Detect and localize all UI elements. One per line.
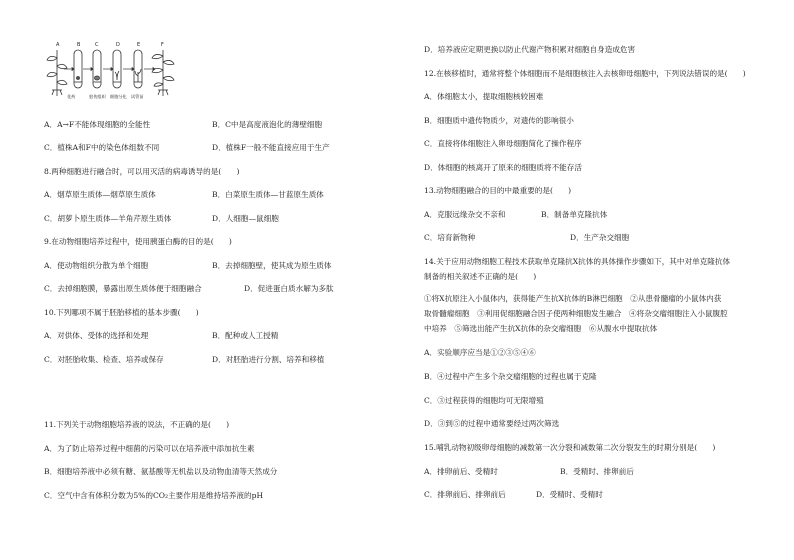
- q14-stem-line2: 制备的相关叙述不正确的是( ): [424, 272, 537, 281]
- q8-stem: 8.两种细胞进行融合时，可以用灭活的病毒诱导的是( ): [44, 167, 240, 176]
- q8-option-a: A．烟草原生质体—烟草原生质体: [44, 190, 156, 199]
- plant-f-icon: [152, 50, 174, 96]
- q14-option-d: D．③到⑤的过程中通常要经过两次筛选: [424, 419, 560, 428]
- q11-option-a: A．为了防止培养过程中细菌的污染可以在培养液中添加抗生素: [44, 444, 255, 453]
- q7-option-d: D．植株F一般不能直接应用于生产: [212, 143, 330, 152]
- q9-option-d: D．促进蛋白质水解为多肽: [244, 284, 334, 293]
- q10-option-b: B．配种或人工授精: [212, 331, 279, 340]
- q15-option-c: C．排卵前后、排卵前后: [424, 490, 506, 499]
- q10-stem: 10.下列哪项不属于胚胎移植的基本步骤( ): [44, 308, 199, 317]
- q13-option-a: A．克服远缘杂交不亲和: [424, 210, 506, 219]
- q10-option-a: A．对供体、受体的选择和处理: [44, 331, 149, 340]
- q9-option-c: C．去掉细胞膜，暴露出原生质体便于细胞融合: [44, 284, 202, 293]
- q8-option-d: D．人细胞—鼠细胞: [212, 214, 279, 223]
- q12-option-c: C．直接将体细胞注入卵母细胞简化了操作程序: [424, 139, 582, 148]
- q13-option-b: B．制备单克隆抗体: [541, 210, 608, 219]
- q14-option-c: C．③过程获得的细胞均可无限增殖: [424, 396, 544, 405]
- q9-option-a: A．使动物组织分散为单个细胞: [44, 261, 149, 270]
- q10-option-d: D．对胚胎进行分割、培养和移植: [212, 355, 325, 364]
- stage-label-a: A: [56, 42, 60, 48]
- q13-option-c: C．培育新物种: [424, 233, 476, 242]
- caption-callus: 愈伤组织: [89, 94, 106, 99]
- caption-differentiation: 细胞分化: [110, 94, 127, 99]
- q9-stem: 9.在动物细胞培养过程中，使用胰蛋白酶的目的是( ): [44, 237, 232, 246]
- stage-label-c: C: [95, 42, 99, 48]
- q12-option-a: A．体细胞太小，提取细胞核较困难: [424, 92, 544, 101]
- q11-option-d: D．培养液应定期更换以防止代谢产物积累对细胞自身造成危害: [424, 45, 636, 54]
- q15-option-d: D．受精时、受精时: [536, 490, 603, 499]
- q14-option-b: B．④过程中产生多个杂交瘤细胞的过程也属于克隆: [424, 372, 597, 381]
- caption-anther: 花药: [67, 94, 76, 99]
- q15-option-b: B．受精时、排卵前后: [560, 467, 634, 476]
- q11-option-b: B．细胞培养液中必须有糖、氨基酸等无机盐以及动物血清等天然成分: [44, 467, 278, 476]
- caption-tube-seedling: 试管苗: [131, 94, 144, 99]
- q7-option-b: B．C中是高度液泡化的薄壁细胞: [212, 120, 323, 129]
- stage-label-d: D: [116, 42, 120, 48]
- q8-option-b: B．白菜原生质体—甘蓝原生质体: [212, 190, 324, 199]
- q13-option-d: D．生产杂交细胞: [570, 233, 630, 242]
- q7-option-a: A．A→F不能体现细胞的全能性: [44, 120, 151, 129]
- q15-stem: 15.哺乳动物初级卵母细胞的减数第一次分裂和减数第二次分裂发生的时期分别是( ): [424, 443, 716, 452]
- q9-option-b: B．去掉细胞壁，使其成为原生质体: [212, 261, 332, 270]
- q13-stem: 13.动物细胞融合的目的中最重要的是( ): [424, 186, 572, 195]
- q7-option-c: C．植株A和F中的染色体组数不同: [44, 143, 160, 152]
- tissue-culture-figure: [40, 40, 190, 102]
- stage-label-f: F: [161, 42, 164, 48]
- q10-option-c: C．对胚胎收集、检查、培养或保存: [44, 355, 164, 364]
- q15-option-a: A．排卵前后、受精时: [424, 467, 498, 476]
- q11-option-c: C．空气中含有体积分数为5%的CO₂主要作用是维持培养液的pH: [44, 491, 264, 500]
- plant-a-icon: [47, 50, 67, 96]
- q12-option-b: B．细胞质中遗传物质少，对遗传的影响很小: [424, 116, 574, 125]
- stage-labels: [56, 42, 164, 48]
- q12-stem: 12.在核移植时，通常将整个体细胞而不是细胞核注入去核卵母细胞中，下列说法错误的是( ): [424, 69, 746, 78]
- q11-stem: 11.下列关于动物细胞培养液的说法，不正确的是( ): [44, 420, 230, 429]
- q12-option-d: D．体细胞的核离开了原来的细胞质将不能存活: [424, 163, 582, 172]
- q14-stem-line1: 14.关于应用动物细胞工程技术获取单克隆抗X抗体的具体操作步骤如下，其中对单克隆抗体: [424, 257, 731, 266]
- stage-label-e: E: [137, 42, 141, 48]
- q14-steps-line3: 中培养 ⑤筛选出能产生抗X抗体的杂交瘤细胞 ⑥从腹水中提取抗体: [424, 324, 658, 333]
- stage-label-b: B: [77, 42, 81, 48]
- q8-option-c: C．胡萝卜原生质体—羊角芹原生质体: [44, 214, 172, 223]
- stage-captions: [67, 93, 144, 100]
- q14-option-a: A．实验顺序应当是①②③⑤④⑥: [424, 348, 536, 357]
- q14-steps-line1: ①将X抗原注入小鼠体内，获得能产生抗X抗体的B淋巴细胞 ②从患骨髓瘤的小鼠体内获: [424, 294, 722, 303]
- q14-steps-line2: 取骨髓瘤细胞 ③利用促细胞融合因子使两种细胞发生融合 ④将杂交瘤细胞注入小鼠腹腔: [424, 309, 728, 318]
